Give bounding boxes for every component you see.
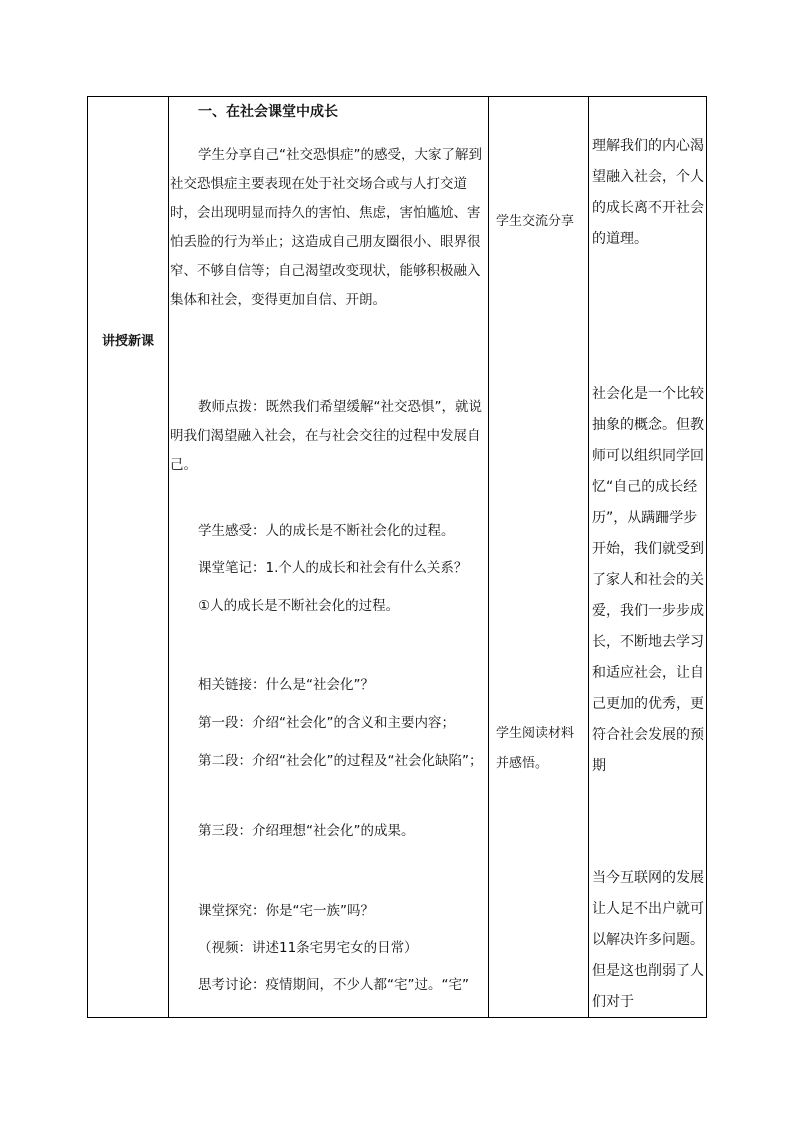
lesson-table [87,96,707,1018]
paragraph: 学生感受：人的成长是不断社会化的过程。 [198,523,455,539]
paragraph: 教师点拨：既然我们希望缓解“社交恐惧”，就说明我们渴望融入社会，在与社会交往的过程中发展自己。 [170,399,482,473]
column-divider [588,97,589,1017]
paragraph: 第二段：介绍“社会化”的过程及“社会化缺陷”； [198,753,483,769]
student-activity: 学生交流分享 [496,214,575,229]
paragraph: 学生分享自己“社交恐惧症”的感受，大家了解到社交恐惧症主要表现在处于社交场合或与人打交道时，会出现明显而持久的害怕、焦虑，害怕尴尬、害怕丢脸的行为举止；这造成自己朋友圈很小、眼界很窄、不够自信等；自己渴望改变现状，能够积极融入集体和社会，变得更加自信、开朗。 [170,147,482,308]
design-intent: 社会化是一个比较抽象的概念。但教师可以组织同学回忆“自己的成长经历”，从蹒跚学步开始，我们就受到了家人和社会的关爱，我们一步步成长，不断地去学习和适应社会，让自己更加的优秀，更符合社会发展的预期 [592,386,704,774]
paragraph: 课堂探究：你是“宅一族”吗？ [198,903,374,919]
column-divider [168,97,169,1017]
design-intent: 理解我们的内心渴望融入社会，个人的成长离不开社会的道理。 [592,138,704,247]
paragraph: 相关链接：什么是“社会化”？ [198,677,374,693]
row-label: 讲授新课 [101,334,154,349]
student-activity: 学生阅读材料并感悟。 [496,726,575,771]
design-intent: 当今互联网的发展让人足不出户就可以解决许多问题。但是这也削弱了人们对于 [592,870,704,1010]
paragraph: （视频：讲述11条宅男宅女的日常） [198,940,418,956]
section-heading: 一、在社会课堂中成长 [198,104,338,120]
paragraph: 课堂笔记：1.个人的成长和社会有什么关系？ [198,560,468,576]
paragraph: 第一段：介绍“社会化”的含义和主要内容； [198,715,455,731]
paragraph: ①人的成长是不断社会化的过程。 [198,598,400,614]
paragraph: 第三段：介绍理想“社会化”的成果。 [198,823,415,839]
paragraph: 思考讨论：疫情期间，不少人都“宅”过。“宅” [198,977,469,993]
column-divider [488,97,489,1017]
